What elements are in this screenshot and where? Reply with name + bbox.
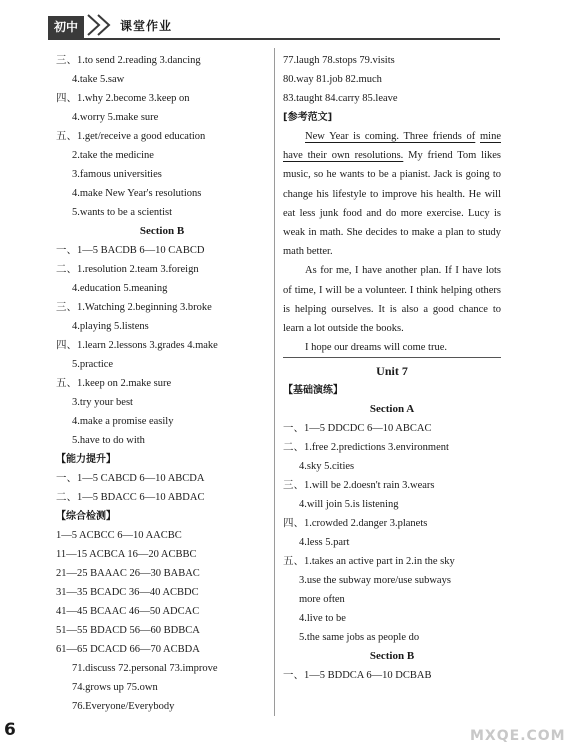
essay-text: My friend Tom likes music, so he wants to be a pianist. Jack is going to change his lifestyle to improve his health. He will eat less junk food and do more exercise. Lucy is weak in math. She decides to make a plan to study math better.	[283, 150, 501, 258]
answer-line: 5.have to do with	[72, 435, 145, 446]
answer-line: 二、1—5 BDACC 6—10 ABDAC	[56, 492, 205, 503]
answer-line: 四、1.learn 2.lessons 3.grades 4.make	[56, 340, 218, 351]
answer-line: 21—25 BAAAC 26—30 BABAC	[56, 568, 200, 579]
model-essay	[283, 127, 501, 358]
right-column	[283, 51, 501, 685]
essay-paragraph	[283, 127, 501, 261]
answer-line: 4.sky 5.cities	[299, 461, 355, 473]
answer-line: more often	[299, 594, 345, 606]
answer-line: 4.less 5.part	[299, 537, 350, 549]
answer-line: 80.way 81.job 82.much	[283, 74, 382, 85]
answer-line: 三、1.will be 2.doesn't rain 3.wears	[283, 480, 435, 492]
answer-line: 五、1.keep on 2.make sure	[56, 378, 172, 389]
answer-line: 五、1.takes an active part in 2.in the sky	[283, 556, 455, 568]
comprehensive-heading: 【综合检测】	[56, 511, 116, 522]
header-rule	[48, 38, 500, 40]
answer-line: 4.live to be	[299, 613, 346, 625]
answer-line: 4.will join 5.is listening	[299, 499, 399, 511]
column-divider	[274, 48, 275, 716]
answer-line: 1—5 ACBCC 6—10 AACBC	[56, 530, 182, 541]
essay-underlined-text: mine have their own resolutions.	[283, 131, 501, 162]
page-number: 6	[4, 720, 16, 740]
section-a-title: Section A	[369, 403, 415, 416]
page-header	[0, 0, 566, 42]
practice-heading: 【基础演练】	[283, 385, 343, 397]
double-chevron-icon	[84, 12, 118, 38]
answer-line: 3.famous universities	[72, 169, 162, 180]
answer-line: 83.taught 84.carry 85.leave	[283, 93, 398, 104]
answer-line: 5.wants to be a scientist	[72, 207, 173, 218]
ability-heading: 【能力提升】	[56, 454, 116, 465]
essay-heading: [参考范文]	[283, 112, 333, 123]
essay-underlined-text: New Year is coming. Three friends of	[305, 131, 476, 142]
answer-line: 一、1—5 DDCDC 6—10 ABCAC	[283, 423, 432, 435]
answer-line: 一、1—5 CABCD 6—10 ABCDA	[56, 473, 205, 484]
answer-line: 一、1—5 BACDB 6—10 CABCD	[56, 245, 205, 256]
answer-line: 一、1—5 BDDCA 6—10 DCBAB	[283, 670, 432, 682]
unit-title: Unit 7	[376, 364, 408, 379]
answer-line: 51—55 BDACD 56—60 BDBCA	[56, 625, 200, 636]
answer-line: 3.try your best	[72, 397, 133, 408]
answer-line: 五、1.get/receive a good education	[56, 131, 206, 142]
answer-line: 3.use the subway more/use subways	[299, 575, 451, 587]
essay-paragraph: As for me, I have another plan. If I have lots of time, I will be a volunteer. I think helping others is helping ourselves. It is also a good chance to learn a lot outside the books.	[283, 265, 501, 335]
answer-line: 31—35 BCADC 36—40 ACBDC	[56, 587, 199, 598]
answer-line: 三、1.to send 2.reading 3.dancing	[56, 55, 201, 66]
left-column	[56, 51, 268, 716]
answer-line: 二、1.free 2.predictions 3.environment	[283, 442, 449, 454]
header-tab-label: 初中	[48, 16, 84, 38]
header-title: 课堂作业	[120, 19, 173, 33]
answer-line: 三、1.Watching 2.beginning 3.broke	[56, 302, 212, 313]
answer-line: 71.discuss 72.personal 73.improve	[72, 663, 218, 674]
answer-line: 四、1.crowded 2.danger 3.planets	[283, 518, 428, 530]
section-b-title: Section B	[139, 225, 185, 237]
answer-line: 4.worry 5.make sure	[72, 112, 159, 123]
answer-line: 4.playing 5.listens	[72, 321, 149, 332]
answer-line: 二、1.resolution 2.team 3.foreign	[56, 264, 199, 275]
answer-line: 61—65 DCACD 66—70 ACBDA	[56, 644, 200, 655]
answer-line: 5.the same jobs as people do	[299, 632, 420, 644]
answer-line: 4.make a promise easily	[72, 416, 174, 427]
section-b-title: Section B	[369, 650, 415, 663]
answer-line: 4.education 5.meaning	[72, 283, 168, 294]
watermark: MXQE.COM	[470, 728, 566, 744]
answer-line: 11—15 ACBCA 16—20 ACBBC	[56, 549, 197, 560]
answer-line: 5.practice	[72, 359, 114, 370]
answer-line: 77.laugh 78.stops 79.visits	[283, 55, 395, 66]
answer-line: 4.take 5.saw	[72, 74, 125, 85]
answer-line: 4.make New Year's resolutions	[72, 188, 202, 199]
answer-line: 74.grows up 75.own	[72, 682, 158, 693]
answer-line: 41—45 BCAAC 46—50 ADCAC	[56, 606, 200, 617]
answer-line: 2.take the medicine	[72, 150, 154, 161]
answer-line: 四、1.why 2.become 3.keep on	[56, 93, 190, 104]
answer-line: 76.Everyone/Everybody	[72, 701, 175, 712]
essay-paragraph: I hope our dreams will come true.	[283, 338, 501, 358]
